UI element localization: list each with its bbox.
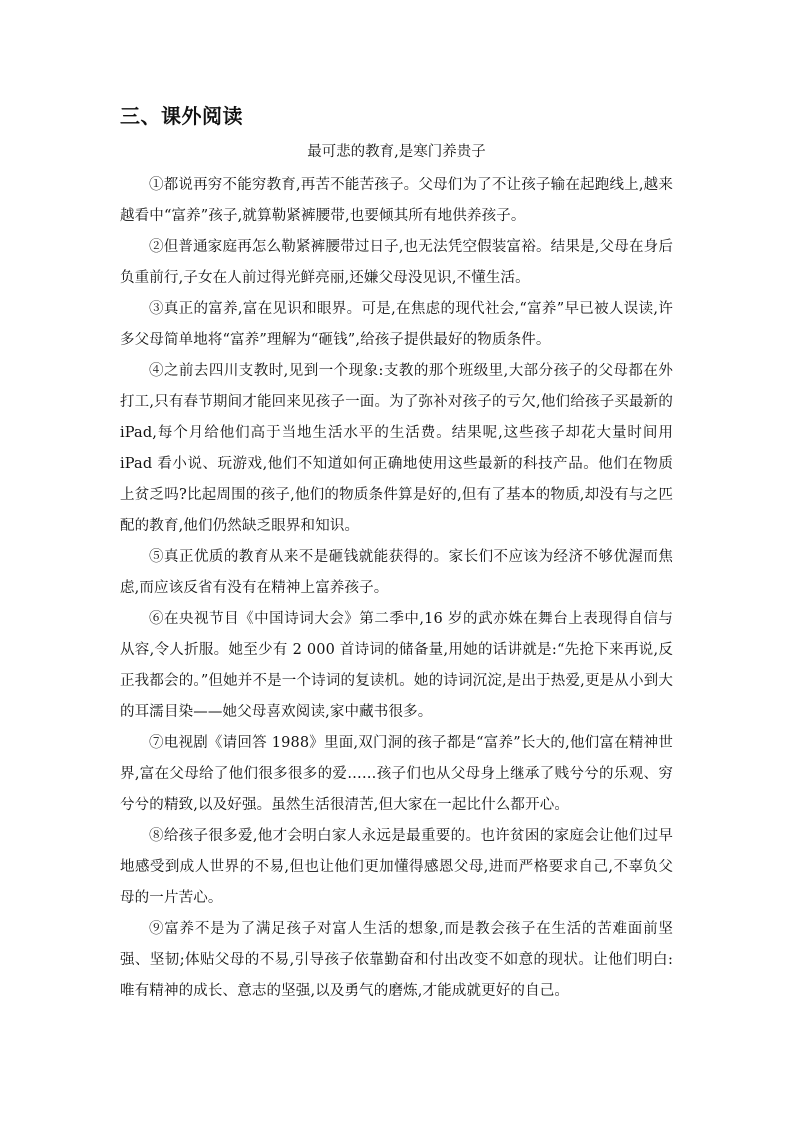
- section-heading: 三、课外阅读: [120, 104, 243, 128]
- paragraph-8: ⑧给孩子很多爱,他才会明白家人永远是最重要的。也许贫困的家庭会让他们过早地感受到成人世界的不易,但也让他们更加懂得感恩父母,进而严格要求自己,不辜负父母的一片苦心。: [120, 828, 673, 906]
- paragraph-2: ②但普通家庭再怎么勒紧裤腰带过日子,也无法凭空假装富裕。结果是,父母在身后负重前行,子女在人前过得光鲜亮丽,还嫌父母没见识,不懂生活。: [120, 239, 673, 286]
- paragraph-3: ③真正的富养,富在见识和眼界。可是,在焦虑的现代社会,“富养”早已被人误读,许多父母简单地将“富养”理解为“砸钱”,给孩子提供最好的物质条件。: [120, 301, 673, 348]
- paragraph-4: ④之前去四川支教时,见到一个现象:支教的那个班级里,大部分孩子的父母都在外打工,只有春节期间才能回来见孩子一面。为了弥补对孩子的亏欠,他们给孩子买最新的 iPad,每个月给他们高于当地生活水平的生活费。结果呢,这些孩子却花大量时间用 iPad 看小说、玩游戏,他们不知道如何正确地使用这些最新的科技产品。他们在物质上贫乏吗?比起周围的孩子,他们的物质条件算是好的,但有了基本的物质,却没有与之匹配的教育,他们仍然缺乏眼界和知识。: [120, 363, 673, 534]
- article-body: [120, 170, 673, 1007]
- paragraph-7: ⑦电视剧《请回答 1988》里面,双门洞的孩子都是“富养”长大的,他们富在精神世界,富在父母给了他们很多很多的爱……孩子们也从父母身上继承了贱兮兮的乐观、穷兮兮的精致,以及好强。虽然生活很清苦,但大家在一起比什么都开心。: [120, 735, 673, 813]
- paragraph-9: ⑨富养不是为了满足孩子对富人生活的想象,而是教会孩子在生活的苦难面前坚强、坚韧;体贴父母的不易,引导孩子依靠勤奋和付出改变不如意的现状。让他们明白:唯有精神的成长、意志的坚强,以及勇气的磨炼,才能成就更好的自己。: [120, 921, 673, 999]
- paragraph-5: ⑤真正优质的教育从来不是砸钱就能获得的。家长们不应该为经济不够优渥而焦虑,而应该反省有没有在精神上富养孩子。: [120, 549, 673, 596]
- paragraph-1: ①都说再穷不能穷教育,再苦不能苦孩子。父母们为了不让孩子输在起跑线上,越来越看中“富养”孩子,就算勒紧裤腰带,也要倾其所有地供养孩子。: [120, 177, 673, 224]
- article-title: 最可悲的教育,是寒门养贵子: [307, 144, 486, 160]
- paragraph-6: ⑥在央视节目《中国诗词大会》第二季中,16 岁的武亦姝在舞台上表现得自信与从容,令人折服。她至少有 2 000 首诗词的储备量,用她的话讲就是:“先抢下来再说,反正我都会的。”但她并不是一个诗词的复读机。她的诗词沉淀,是出于热爱,更是从小到大的耳濡目染——她父母喜欢阅读,家中藏书很多。: [120, 611, 673, 720]
